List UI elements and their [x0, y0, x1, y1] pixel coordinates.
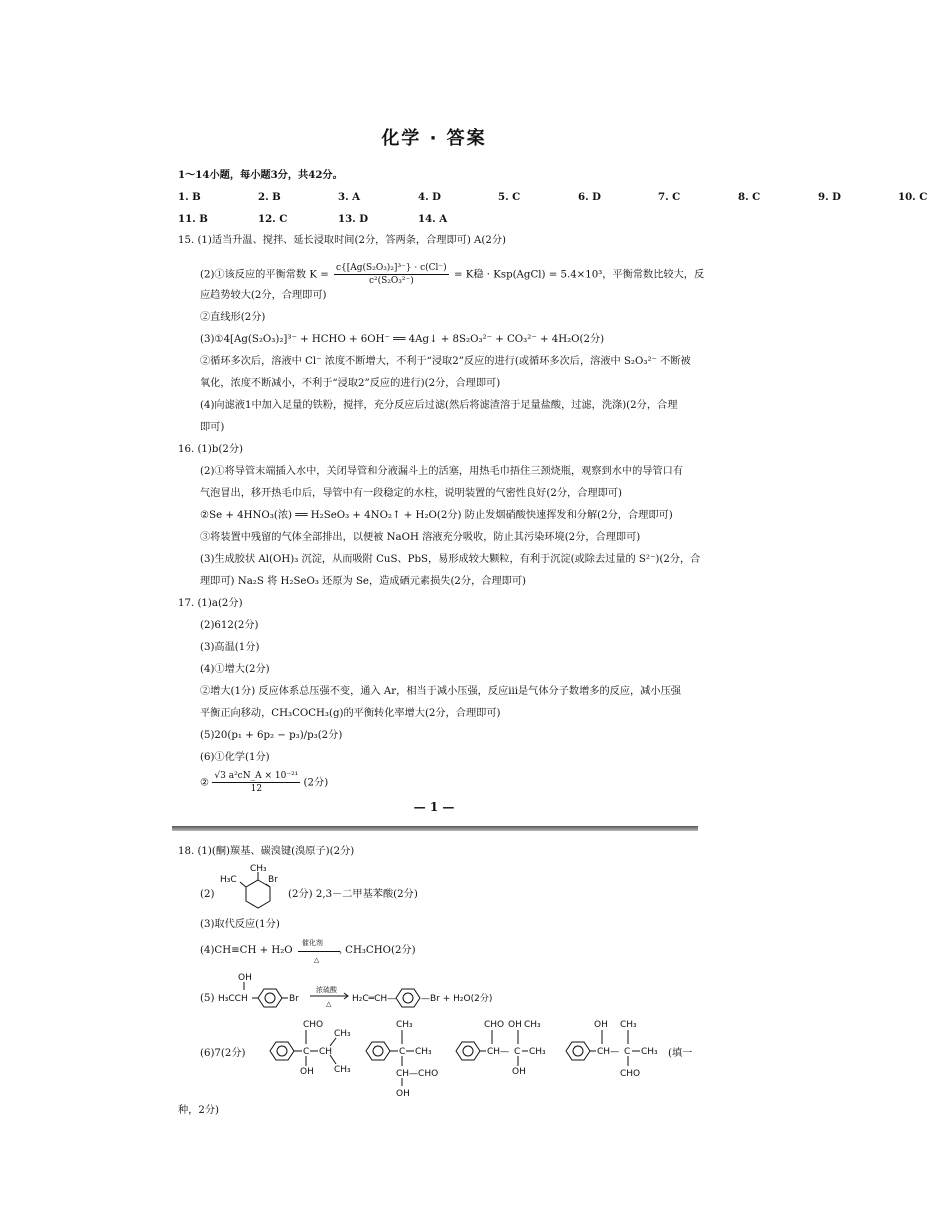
- q16-line-4: ②Se + 4HNO₃(浓) ══ H₂SeO₃ + 4NO₂↑ + H₂O(2分) 防止发烟硝酸快速挥发和分解(2分，合理即可): [200, 510, 673, 521]
- arrow-head: ›: [338, 948, 342, 957]
- mc-answer: 13. D: [338, 213, 369, 225]
- mc-row-2: [178, 212, 498, 226]
- mc-answer: 8. C: [738, 191, 761, 203]
- mc-answer: 14. A: [418, 213, 448, 225]
- methyl-label: CH₃: [641, 1047, 658, 1057]
- benzene-ring: [366, 1042, 390, 1060]
- q15-line-3: 应趋势较大(2分，合理即可): [200, 290, 327, 301]
- benzene-ring: [396, 989, 420, 1007]
- fraction-numerator: √3 a²cN_A × 10⁻²¹: [214, 771, 299, 781]
- mc-answer: 4. D: [418, 191, 442, 203]
- heat-label: △: [313, 956, 320, 964]
- q15-text: (2)①该反应的平衡常数 K =: [200, 269, 329, 281]
- dehydration-reaction: [218, 968, 718, 1012]
- aromatic-circle: [463, 1046, 473, 1056]
- q17-line-9: [200, 770, 328, 795]
- mc-intro: 1～14小题，每小题3分，共42分。: [178, 169, 343, 181]
- mc-answer: 11. B: [178, 213, 208, 225]
- q18-line-3: (3)取代反应(1分): [200, 919, 280, 930]
- methine-label: CH—: [597, 1047, 620, 1057]
- q15-line-7: 氧化，浓度不断减小，不利于“浸取2”反应的进行)(2分，合理即可): [200, 378, 501, 389]
- methyl-label: CH₃: [415, 1047, 432, 1057]
- mc-answer: 2. B: [258, 191, 281, 203]
- mc-answer: 7. C: [658, 191, 681, 203]
- heat-label: △: [326, 1000, 332, 1008]
- isomer-structures: [270, 1018, 693, 1099]
- reaction-arrow: [296, 939, 342, 964]
- q17-text: (2分): [303, 777, 329, 789]
- methyl-label: CH₃: [396, 1020, 413, 1030]
- vinyl-label: H₂C═CH—: [352, 994, 397, 1004]
- q18-text: (4)CH≡CH + H₂O: [200, 945, 293, 956]
- q15-line-8: (4)向滤液1中加入足量的铁粉，搅拌，充分反应后过滤(然后将滤渣溶于足量盐酸，过滤，洗涤)(2分，合理: [200, 400, 678, 411]
- q16-line-2: (2)①将导管末端插入水中，关闭导管和分液漏斗上的活塞，用热毛巾捂住三颈烧瓶，观察到水中的导管口有: [200, 466, 684, 477]
- carbon-label: C: [624, 1047, 631, 1057]
- q17-line-4: (4)①增大(2分): [200, 664, 270, 675]
- q18-text: CH₃CHO(2分): [345, 945, 416, 956]
- bond: [240, 882, 246, 887]
- mc-answer: 9. D: [818, 191, 842, 203]
- page-divider: [172, 826, 698, 831]
- q18-line-4: [200, 939, 416, 964]
- mc-answer: 3. A: [338, 191, 361, 203]
- benzene-ring: [270, 1042, 294, 1060]
- page-title: 化学 · 答案: [381, 128, 487, 149]
- q18-line-6-label: (6)7(2分): [200, 1048, 246, 1059]
- q15-line-5: (3)①4[Ag(S₂O₃)₂]³⁻ + HCHO + 6OH⁻ ══ 4Ag↓ + 8S₂O₃²⁻ + CO₃²⁻ + 4H₂O(2分): [200, 334, 605, 345]
- aldehyde-branch-label: CH—CHO: [396, 1069, 439, 1079]
- q17-line-8: (6)①化学(1分): [200, 752, 270, 763]
- carbon-label: C: [399, 1047, 406, 1057]
- methine-label: CH—: [487, 1047, 510, 1057]
- q18-line-7: 种，2分): [178, 1105, 220, 1116]
- aromatic-circle: [573, 1046, 583, 1056]
- methine-label: CH: [319, 1047, 333, 1057]
- density-fraction: [212, 770, 300, 795]
- methyl-label: CH₃: [334, 1029, 351, 1039]
- hydroxyl-label: OH: [300, 1067, 314, 1077]
- fraction-denominator: 12: [250, 784, 263, 794]
- q17-line-2: (2)612(2分): [200, 620, 259, 631]
- mc-answer: 1. B: [178, 191, 201, 203]
- benzene-ring: [456, 1042, 480, 1060]
- fraction-denominator: c²(S₂O₃²⁻): [368, 276, 414, 286]
- q17-text: ②: [200, 777, 210, 789]
- q16-line-6: (3)生成胶状 Al(OH)₃ 沉淀，从而吸附 CuS、PbS，易形成较大颗粒，有利于沉淀(或除去过量的 S²⁻)(2分，合: [200, 554, 701, 565]
- methyl-label: H₃C: [220, 875, 237, 885]
- methyl-label: CH₃: [620, 1020, 637, 1030]
- benzene-ring: [258, 989, 282, 1007]
- q18-line-1: 18. (1)(酮)羰基、碳溴键(溴原子)(2分): [178, 846, 355, 857]
- bromo-label: Br: [289, 994, 299, 1004]
- page-number: — 1 —: [413, 800, 455, 814]
- aldehyde-label: CHO: [484, 1020, 505, 1030]
- bond: [330, 1055, 336, 1064]
- aromatic-circle: [277, 1046, 287, 1056]
- methyl-label: CH₃: [334, 1065, 351, 1075]
- carbon-label: C: [303, 1047, 310, 1057]
- methyl-label: CH₃: [529, 1047, 546, 1057]
- q16-line-5: ③将装置中残留的气体全部排出，以便被 NaOH 溶液充分吸收，防止其污染环境(2分，合理即可): [200, 532, 641, 543]
- q15-line-9: 即可): [200, 422, 225, 433]
- hydroxyl-label: OH: [396, 1089, 410, 1099]
- hydroxyl-label: OH: [238, 973, 252, 983]
- mc-answer: 5. C: [498, 191, 521, 203]
- q17-line-5: ②增大(1分) 反应体系总压强不变，通入 Ar，相当于减小压强，反应ⅲ是气体分子数增多的反应，减小压强: [200, 686, 681, 697]
- q18-line-6-tail: (填一: [668, 1048, 693, 1059]
- catalyst-label: 浓硫酸: [316, 986, 337, 994]
- aromatic-circle: [265, 993, 275, 1003]
- q15-line-2: [200, 262, 704, 287]
- mc-row-1: [178, 190, 927, 204]
- mc-answer: 6. D: [578, 191, 602, 203]
- methyl-label: OH: [508, 1020, 522, 1030]
- q15-line-1: 15. (1)适当升温、搅拌、延长浸取时间(2分，答两条，合理即可) A(2分): [178, 235, 507, 246]
- hydroxyl-label: OH: [594, 1020, 608, 1030]
- q17-line-7: (5)20(p₁ + 6p₂ − p₃)/p₃(2分): [200, 730, 343, 741]
- aromatic-circle: [373, 1046, 383, 1056]
- q15-line-6: ②循环多次后，溶液中 Cl⁻ 浓度不断增大，不利于“浸取2”反应的进行(或循环多次后，溶液中 S₂O₃²⁻ 不断被: [200, 356, 691, 367]
- bond: [330, 1038, 336, 1046]
- arrow-shaft: [298, 951, 340, 952]
- q16-line-3: 气泡冒出，移开热毛巾后，导管中有一段稳定的水柱，说明装置的气密性良好(2分，合理即可): [200, 488, 622, 499]
- product-tail: —Br + H₂O(2分): [421, 994, 493, 1004]
- benzene-ring: [566, 1042, 590, 1060]
- q15-text: = K稳 · Ksp(AgCl) = 5.4×10³，平衡常数比较大，反: [453, 269, 705, 281]
- bromo-label: Br: [268, 875, 278, 885]
- methyl-label: CH₃: [250, 864, 267, 874]
- q16-line-1: 16. (1)b(2分): [178, 444, 244, 455]
- q17-line-3: (3)高温(1分): [200, 642, 260, 653]
- mc-answer: 10. C: [898, 191, 927, 203]
- aldehyde-label: CHO: [620, 1069, 641, 1079]
- fraction-numerator: c{[Ag(S₂O₃)₂]³⁻} · c(Cl⁻): [336, 263, 447, 273]
- q18-line-2-answer: (2分) 2,3－二甲基苯酸(2分): [288, 889, 418, 900]
- equilibrium-fraction: [334, 262, 449, 287]
- q18-line-2-label: (2): [200, 889, 215, 900]
- q17-line-1: 17. (1)a(2分): [178, 598, 243, 609]
- q17-line-6: 平衡正向移动，CH₃COCH₃(g)的平衡转化率增大(2分，合理即可): [200, 708, 501, 719]
- methyl-label: CH₃: [524, 1020, 541, 1030]
- q15-line-4: ②直线形(2分): [200, 312, 266, 323]
- q16-line-7: 理即可) Na₂S 将 H₂SeO₃ 还原为 Se，造成硒元素损失(2分，合理即可): [200, 576, 527, 587]
- carbon-label: C: [514, 1047, 521, 1057]
- aldehyde-label: CHO: [303, 1020, 324, 1030]
- hydroxyl-label: OH: [512, 1067, 526, 1077]
- q18-line-5-label: (5): [200, 993, 215, 1004]
- catalyst-label: 催化剂: [301, 939, 323, 947]
- mc-answer: 12. C: [258, 213, 288, 225]
- ethyl-label: H₃CCH: [218, 994, 248, 1004]
- dimethyl-bromobenzene-structure: [220, 862, 288, 912]
- aromatic-circle: [403, 993, 413, 1003]
